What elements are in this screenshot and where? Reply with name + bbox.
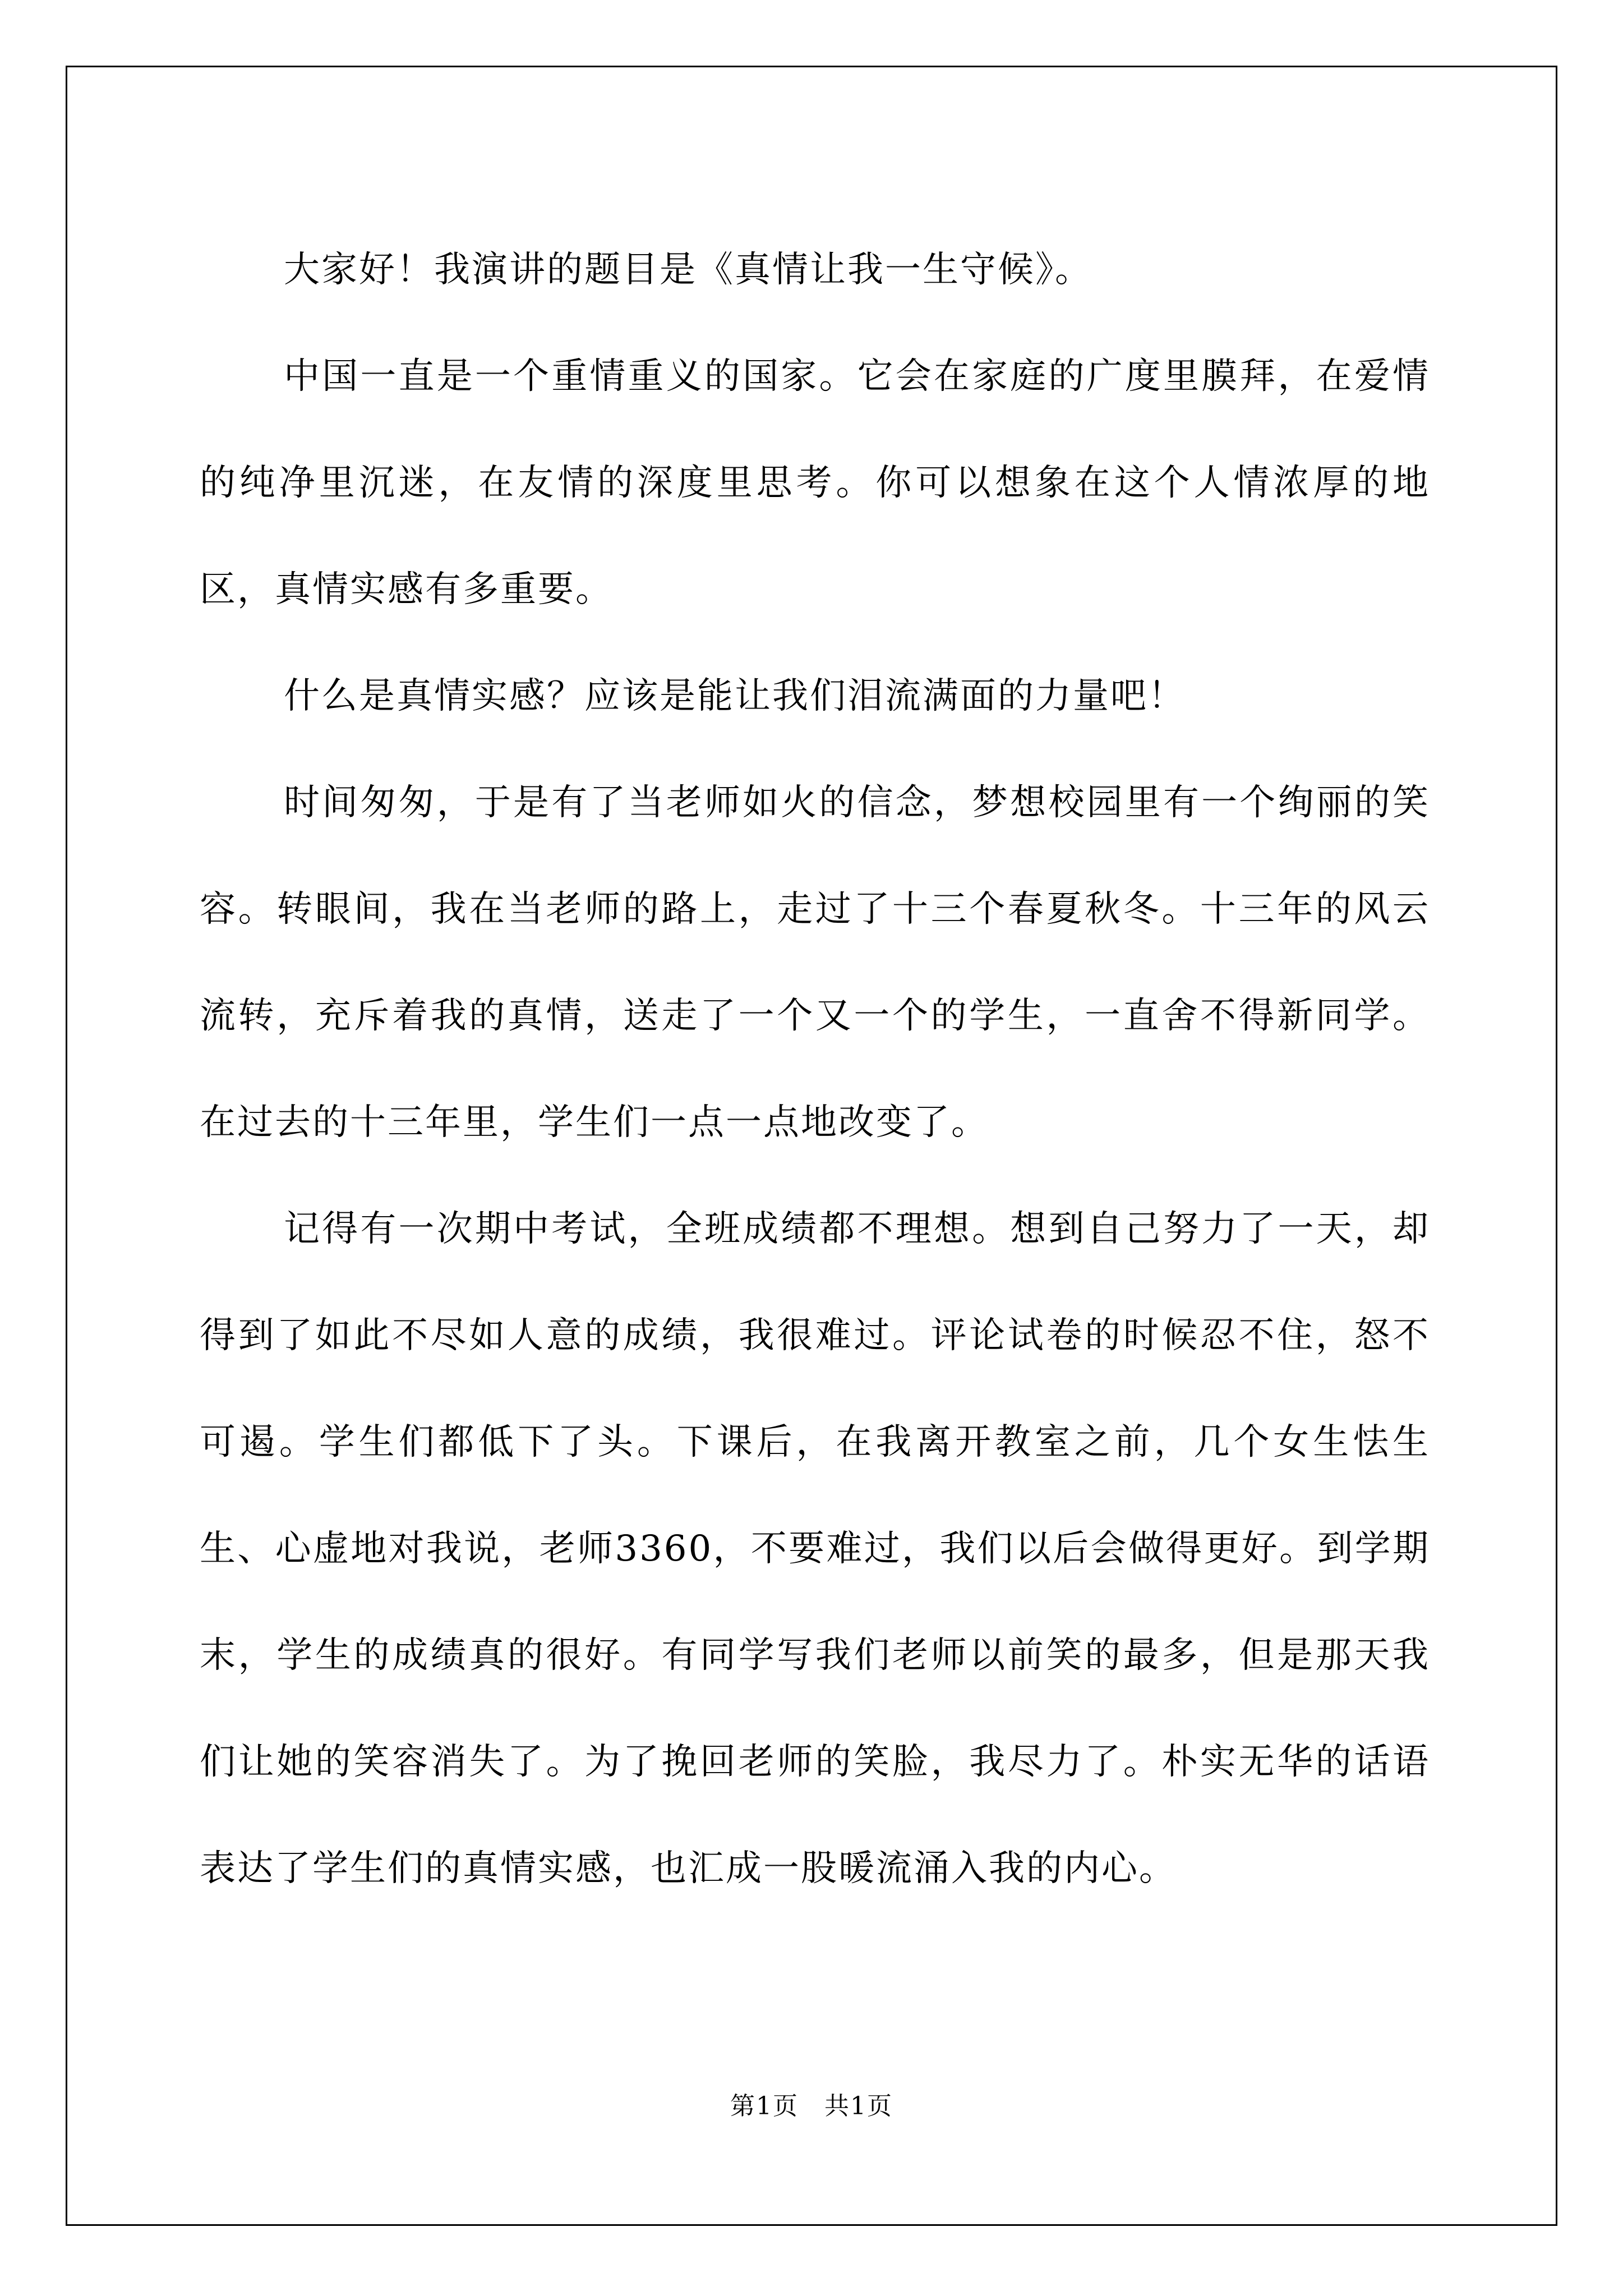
- paragraph-5: 记得有一次期中考试，全班成绩都不理想。想到自己努力了一天，却得到了如此不尽如人意的成绩，我很难过。评论试卷的时候忍不住，怒不可遏。学生们都低下了头。下课后，在我离开教室之前，几个女生怯生生、心虚地对我说，老师3360，不要难过，我们以后会做得更好。到学期末，学生的成绩真的很好。有同学写我们老师以前笑的最多，但是那天我们让她的笑容消失了。为了挽回老师的笑脸，我尽力了。朴实无华的话语表达了学生们的真情实感，也汇成一股暖流涌入我的内心。: [200, 1208, 1430, 1889]
- paragraph-4: 时间匆匆，于是有了当老师如火的信念，梦想校园里有一个绚丽的笑容。转眼间，我在当老师的路上，走过了十三个春夏秋冬。十三年的风云流转，充斥着我的真情，送走了一个又一个的学生，一直舍不得新同学。在过去的十三年里，学生们一点一点地改变了。: [200, 782, 1430, 1143]
- page-footer: 第1页 共1页: [730, 2092, 893, 2120]
- paragraph-3: 什么是真情实感？应该是能让我们泪流满面的力量吧！: [284, 675, 1186, 717]
- paragraph-2: 中国一直是一个重情重义的国家。它会在家庭的广度里膜拜，在爱情的纯净里沉迷，在友情的深度里思考。你可以想象在这个人情浓厚的地区，真情实感有多重要。: [200, 356, 1430, 610]
- paragraph-1: 大家好！我演讲的题目是《真情让我一生守候》。: [284, 249, 1092, 291]
- document-body: [200, 217, 1430, 1922]
